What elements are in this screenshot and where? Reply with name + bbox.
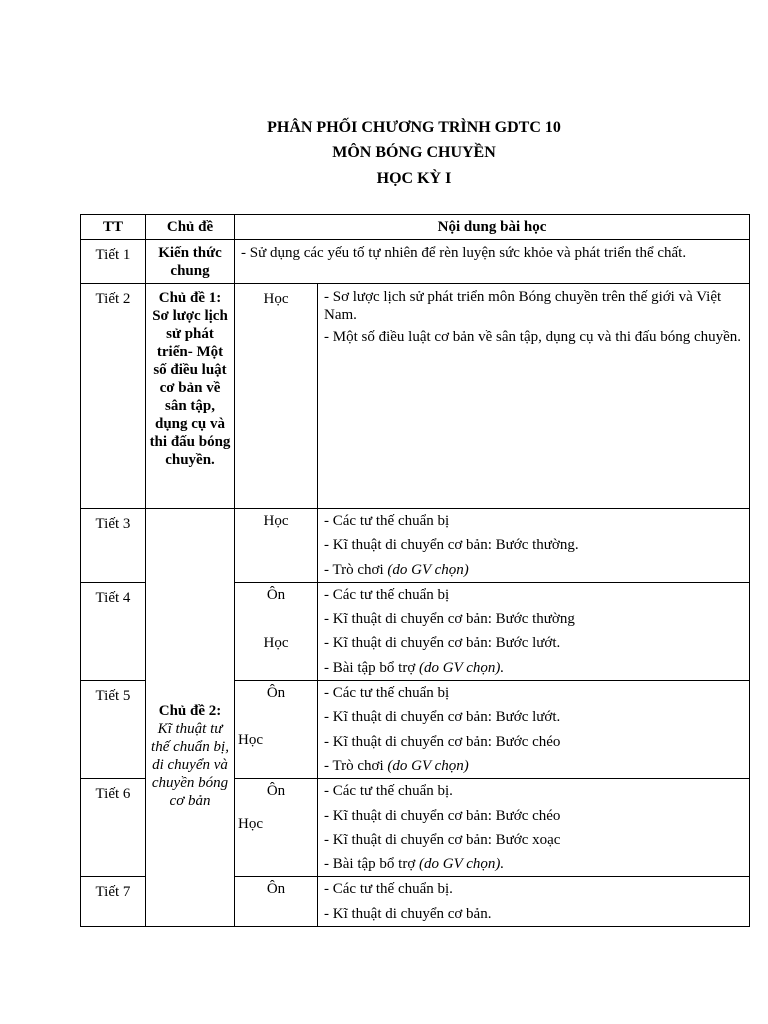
header-topic: Chủ đề: [146, 215, 235, 240]
period-cell: Tiết 3: [81, 509, 146, 583]
document-subtitle: MÔN BÓNG CHUYỀN: [332, 144, 496, 161]
mode-label: Ôn: [266, 586, 286, 603]
content-cell: [318, 509, 750, 583]
content-line: - Các tư thế chuẩn bị.: [324, 881, 453, 898]
mode-label: Ôn: [266, 881, 286, 898]
document-title: PHÂN PHỐI CHƯƠNG TRÌNH GDTC 10: [267, 119, 561, 136]
period-cell: Tiết 6: [81, 779, 146, 877]
content-cell: [318, 779, 750, 877]
header-content: Nội dung bài học: [235, 215, 750, 240]
mode-cell: [235, 582, 318, 680]
topic-title: Chủ đề 2:: [158, 703, 222, 720]
content-line: - Kĩ thuật di chuyển cơ bản.: [324, 905, 492, 922]
content-line: - Kĩ thuật di chuyển cơ bản: Bước chéo: [324, 733, 561, 750]
document-semester: HỌC KỲ I: [376, 170, 452, 187]
period-cell: Tiết 7: [81, 877, 146, 927]
content-line: - Một số điều luật cơ bản về sân tập, dụng cụ và thi đấu bóng chuyền.: [324, 329, 742, 345]
table-header-row: [81, 215, 750, 240]
mode-cell: [235, 681, 318, 779]
mode-cell: [235, 509, 318, 583]
content-line: - Các tư thế chuẩn bị.: [324, 783, 453, 800]
mode-label: Học: [263, 513, 289, 529]
topic-cell: Kiến thức chung: [146, 240, 235, 284]
content-line: - Bài tập bổ trợ (do GV chọn).: [324, 856, 505, 873]
curriculum-table: [80, 214, 750, 927]
content-line: - Trò chơi (do GV chọn): [324, 561, 469, 578]
content-line: - Kĩ thuật di chuyển cơ bản: Bước lướt.: [324, 635, 561, 652]
table-row: [81, 509, 750, 583]
topic-cell: [146, 509, 235, 927]
content-line: - Sử dụng các yếu tố tự nhiên để rèn luyện sức khỏe và phát triển thể chất.: [241, 245, 687, 261]
mode-label: Học: [263, 291, 289, 307]
table-row: [81, 240, 750, 284]
period-cell: Tiết 2: [81, 284, 146, 509]
content-line: - Kĩ thuật di chuyển cơ bản: Bước chéo: [324, 807, 561, 824]
content-cell: [235, 240, 750, 284]
mode-cell: [235, 877, 318, 927]
content-cell: [318, 284, 750, 509]
table-row: [81, 284, 750, 509]
content-cell: [318, 681, 750, 779]
period-cell: Tiết 4: [81, 582, 146, 680]
mode-label: Học: [263, 635, 289, 652]
content-line: - Kĩ thuật di chuyển cơ bản: Bước thường.: [324, 537, 579, 554]
content-line: - Kĩ thuật di chuyển cơ bản: Bước lướt.: [324, 709, 561, 726]
content-line: - Các tư thế chuẩn bị: [324, 685, 450, 702]
content-line: - Kĩ thuật di chuyển cơ bản: Bước thường: [324, 611, 575, 628]
content-line: - Sơ lược lịch sử phát triển môn Bóng chuyền trên thế giới và Việt Nam.: [324, 289, 722, 323]
content-line: - Trò chơi (do GV chọn): [324, 757, 469, 774]
mode-label: Học: [238, 815, 263, 832]
mode-label: Học: [238, 731, 263, 748]
mode-label: Ôn: [266, 783, 286, 800]
content-line: - Bài tập bổ trợ (do GV chọn).: [324, 659, 505, 676]
content-line: - Các tư thế chuẩn bị: [324, 586, 450, 603]
period-cell: Tiết 1: [81, 240, 146, 284]
mode-label: Ôn: [266, 685, 286, 702]
content-cell: [318, 582, 750, 680]
period-cell: Tiết 5: [81, 681, 146, 779]
content-line: - Các tư thế chuẩn bị: [324, 513, 450, 529]
content-cell: [318, 877, 750, 927]
mode-cell: [235, 779, 318, 877]
topic-description: Kĩ thuật tư thế chuẩn bị, di chuyển và chuyền bóng cơ bản: [151, 721, 229, 810]
header-tt: TT: [81, 215, 146, 240]
content-line: - Kĩ thuật di chuyển cơ bản: Bước xoạc: [324, 831, 561, 848]
mode-cell: [235, 284, 318, 509]
topic-cell: Chủ đề 1: Sơ lược lịch sử phát triển- Một số điều luật cơ bản về sân tập, dụng cụ và thi đấu bóng chuyền.: [146, 284, 235, 509]
